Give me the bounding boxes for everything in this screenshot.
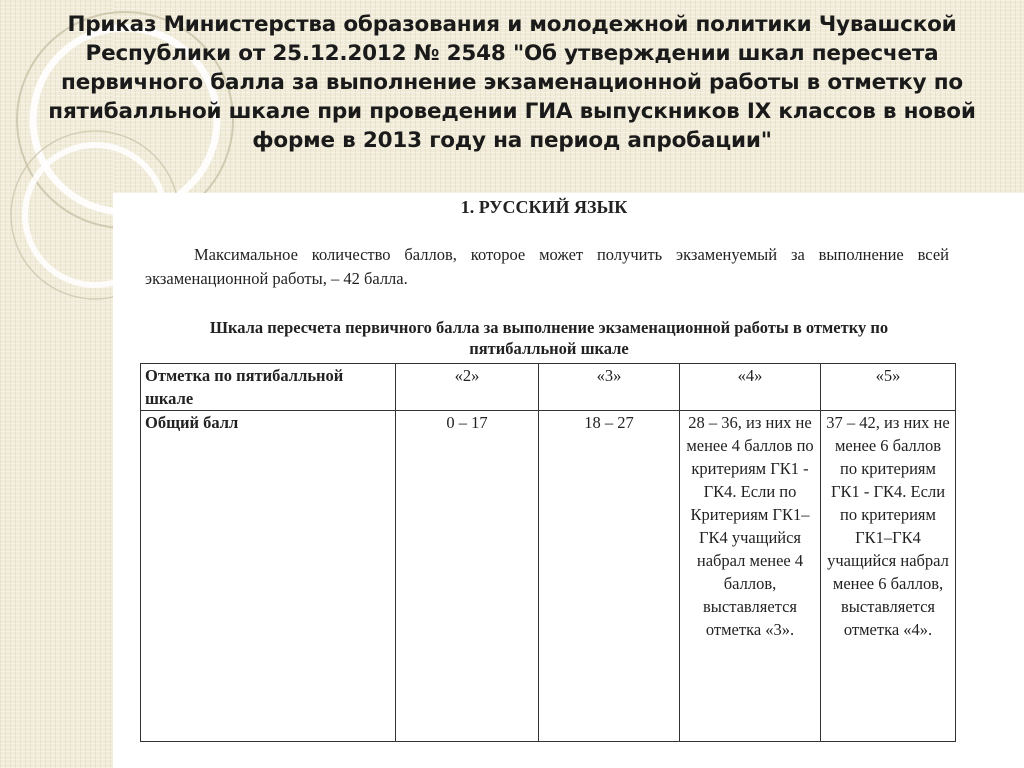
row-label-total-score: Общий балл [141,411,396,742]
header-cell-grade-2: «2» [396,364,539,411]
cell-grade-3-range: 18 – 27 [539,411,680,742]
slide-title: Приказ Министерства образования и молодежной политики Чувашской Республики от 25.12.2012 № 2548 "Об утверждении шкал пересчета первичного балла за выполнение экзаменационной работы в отметку по пятибалльной шкале при проведении ГИА выпускников IX классов в новой форме в 2013 году на период апробации" [48,12,976,153]
cell-grade-5-range: 37 – 42, из них не менее 6 баллов по критериям ГК1 - ГК4. Если по критериям ГК1–ГК4 учащийся набрал менее 6 баллов, выставляется отметка «4». [821,411,956,742]
document-scan [113,193,1024,768]
score-scale-table [140,363,956,742]
header-cell-grade-3: «3» [539,364,680,411]
header-cell-grade-label: Отметка по пятибалльной шкале [141,364,396,411]
section-heading: 1. РУССКИЙ ЯЗЫК [460,197,628,217]
cell-grade-4-range: 28 – 36, из них не менее 4 баллов по критериям ГК1 - ГК4. Если по Критериям ГК1–ГК4 учащийся набрал менее 4 баллов, выставляется отметка «3». [680,411,821,742]
cell-grade-2-range: 0 – 17 [396,411,539,742]
header-cell-grade-5: «5» [821,364,956,411]
header-cell-grade-4: «4» [680,364,821,411]
table-row [141,411,956,742]
intro-paragraph: Максимальное количество баллов, которое может получить экзаменуемый за выполнение всей экзаменационной работы, – 42 балла. [145,245,949,288]
table-caption: Шкала пересчета первичного балла за выполнение экзаменационной работы в отметку по пятибалльной шкале [209,318,889,358]
table-header-row [141,364,956,411]
